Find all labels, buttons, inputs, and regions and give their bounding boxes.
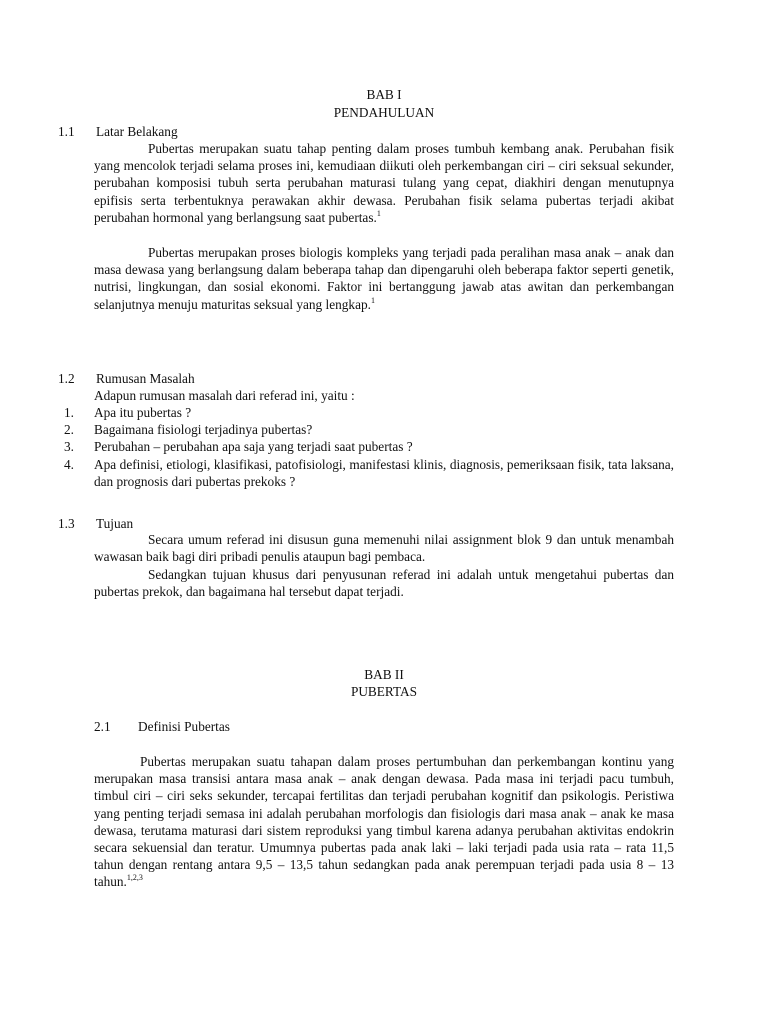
section-number: 1.1 [58, 124, 75, 139]
paragraph-text: Pubertas merupakan suatu tahap penting dalam proses tumbuh kembang anak. Perubahan fisik yang mencolok terjadi selama proses ini, kemudiaan diikuti oleh perkembangan ciri – ciri seksual sekunder, perubahan komposisi tubuh serta perubahan maturasi tulang yang cepat, diakhiri dengan menutupnya epifisis serta terbentuknya perawakan akhir dewasa. Perubahan fisik selama pubertas terjadi akibat perubahan hormonal yang berlangsung saat pubertas. [94, 141, 674, 225]
chapter-title: BAB II [364, 667, 404, 682]
list-item: Bagaimana fisiologi terjadinya pubertas? [94, 422, 313, 437]
paragraph [94, 753, 674, 891]
section-heading: Definisi Pubertas [138, 719, 230, 734]
section-number: 1.2 [58, 371, 75, 386]
section-heading: Latar Belakang [96, 124, 178, 139]
paragraph: Secara umum referad ini disusun guna memenuhi nilai assignment blok 9 dan untuk menambah wawasan baik bagi diri pribadi penulis ataupun bagi pembaca. [94, 532, 674, 565]
paragraph: Sedangkan tujuan khusus dari penyusunan referad ini adalah untuk mengetahui pubertas dan pubertas prekok, dan bagaimana hal tersebut dapat terjadi. [94, 567, 674, 600]
list-item-number: 4. [64, 457, 74, 472]
section-heading: Tujuan [96, 516, 134, 531]
chapter-subtitle: PUBERTAS [350, 684, 418, 699]
paragraph [94, 140, 674, 226]
list-item-number: 1. [64, 405, 74, 420]
section-heading: Rumusan Masalah [96, 371, 195, 386]
intro-text: Adapun rumusan masalah dari referad ini, yaitu : [94, 388, 355, 403]
list-item-number: 2. [64, 422, 74, 437]
citation: 1,2,3 [126, 873, 143, 883]
list-item-number: 3. [64, 439, 74, 454]
chapter-subtitle: PENDAHULUAN [333, 105, 435, 120]
chapter-title: BAB I [366, 87, 402, 102]
paragraph [94, 244, 674, 313]
paragraph-text: Pubertas merupakan proses biologis kompleks yang terjadi pada peralihan masa anak – anak dan masa dewasa yang berlangsung dalam beberapa tahap dan dipengaruhi oleh beberapa faktor seperti genetik, nutrisi, lingkungan, dan sosial ekonomi. Faktor ini bertanggung jawab atas awitan dan perkembangan selanjutnya menuju maturitas seksual yang lengkap. [94, 245, 674, 312]
section-number: 2.1 [94, 719, 111, 734]
list-item: Apa itu pubertas ? [94, 405, 192, 420]
paragraph-text: Pubertas merupakan suatu tahapan dalam proses pertumbuhan dan perkembangan kontinu yang merupakan masa transisi antara masa anak – anak dengan dewasa. Pada masa ini terjadi pacu tumbuh, timbul ciri – ciri seks sekunder, tercapai fertilitas dan terjadi perubahan kognitif dan psikologis. Peristiwa yang penting terjadi semasa ini adalah perubahan morfologis dan fisiologis dari masa anak – anak ke masa dewasa, terutama maturasi dari sistem reproduksi yang timbul karena adanya perubahan aktivitas endokrin secara sekuensial dan teratur. Umumnya pubertas pada anak laki – laki terjadi pada usia rata – rata 11,5 tahun dengan rentang antara 9,5 – 13,5 tahun sedangkan pada anak perempuan terjadi pada usia 8 – 13 tahun. [94, 754, 674, 890]
list-item: Apa definisi, etiologi, klasifikasi, patofisiologi, manifestasi klinis, diagnosis, pemeriksaan fisik, tata laksana, dan prognosis dari pubertas prekoks ? [94, 457, 674, 490]
citation: 1 [370, 295, 375, 305]
section-number: 1.3 [58, 516, 75, 531]
list-item: Perubahan – perubahan apa saja yang terjadi saat pubertas ? [94, 439, 413, 454]
citation: 1 [376, 208, 381, 218]
